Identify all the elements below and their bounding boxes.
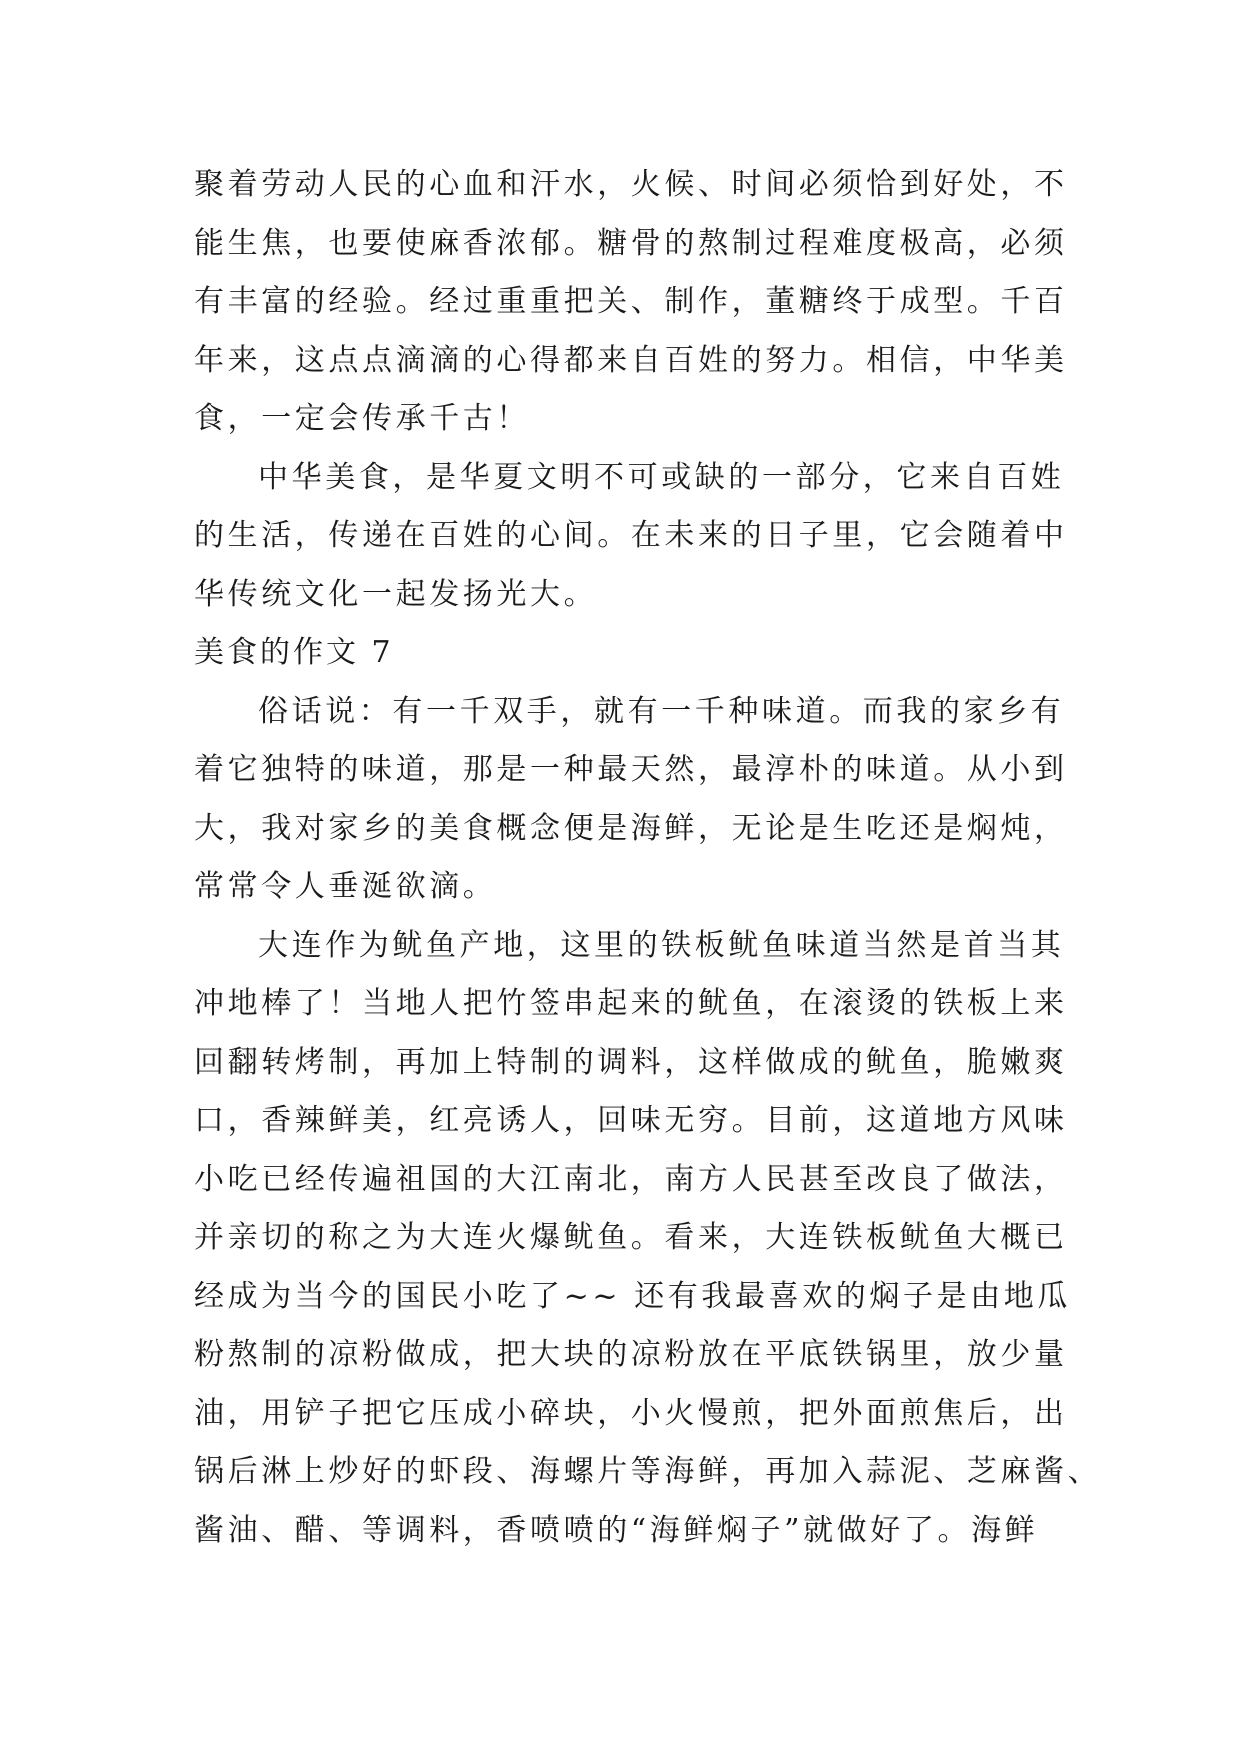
paragraph-4 xyxy=(194,917,1102,1561)
paragraph-1 xyxy=(194,156,1074,449)
text-line: 锅后淋上炒好的虾段、海螺片等海鲜，再加入蒜泥、芝麻酱、 xyxy=(194,1454,1102,1489)
text-line: 年来，这点点滴滴的心得都来自百姓的努力。相信，中华美 xyxy=(194,342,1068,378)
text-line: 小吃已经传遍祖国的大江南北，南方人民甚至改良了做法， xyxy=(194,1161,1068,1197)
text-line: 酱油、醋、等调料，香喷喷的“海鲜焖子”就做好了。海鲜 xyxy=(194,1512,1039,1548)
text-line: 大连作为鱿鱼产地，这里的铁板鱿鱼味道当然是首当其 xyxy=(258,927,1065,963)
text-line: 的生活，传递在百姓的心间。在未来的日子里，它会随着中 xyxy=(194,518,1068,553)
text-line: 中华美食，是华夏文明不可或缺的一部分，它来自百姓 xyxy=(258,459,1065,495)
text-line: 常常令人垂涎欲滴。 xyxy=(194,869,497,904)
text-line: 大，我对家乡的美食概念便是海鲜，无论是生吃还是焖炖， xyxy=(194,810,1068,846)
text-line: 回翻转烤制，再加上特制的调料，这样做成的鱿鱼，脆嫩爽 xyxy=(194,1044,1068,1080)
paragraph-3 xyxy=(194,683,1074,917)
text-line: 能生焦，也要使麻香浓郁。糖骨的熬制过程难度极高，必须 xyxy=(194,225,1068,261)
text-line: 粉熬制的凉粉做成，把大块的凉粉放在平底铁锅里，放少量 xyxy=(194,1337,1068,1372)
document-body xyxy=(194,156,1102,1560)
text-line: 并亲切的称之为大连火爆鱿鱼。看来，大连铁板鱿鱼大概已 xyxy=(194,1220,1068,1255)
text-line: 食，一定会传承千古！ xyxy=(194,401,530,436)
text-line: 口，香辣鲜美，红亮诱人，回味无穷。目前，这道地方风味 xyxy=(194,1103,1068,1138)
text-line: 着它独特的味道，那是一种最天然，最淳朴的味道。从小到 xyxy=(194,752,1068,787)
text-line: 经成为当今的国民小吃了~~ 还有我最喜欢的焖子是由地瓜 xyxy=(194,1278,1072,1314)
section-heading: 美食的作文 7 xyxy=(194,635,394,670)
text-line: 俗话说：有一千双手，就有一千种味道。而我的家乡有 xyxy=(258,693,1065,729)
paragraph-2 xyxy=(194,449,1074,625)
text-line: 冲地棒了！当地人把竹签串起来的鱿鱼，在滚烫的铁板上来 xyxy=(194,986,1068,1021)
text-line: 有丰富的经验。经过重重把关、制作，董糖终于成型。千百 xyxy=(194,284,1068,319)
text-line: 聚着劳动人民的心血和汗水，火候、时间必须恰到好处，不 xyxy=(194,167,1068,202)
text-line: 华传统文化一起发扬光大。 xyxy=(194,576,598,612)
text-line: 油，用铲子把它压成小碎块，小火慢煎，把外面煎焦后，出 xyxy=(194,1395,1068,1431)
